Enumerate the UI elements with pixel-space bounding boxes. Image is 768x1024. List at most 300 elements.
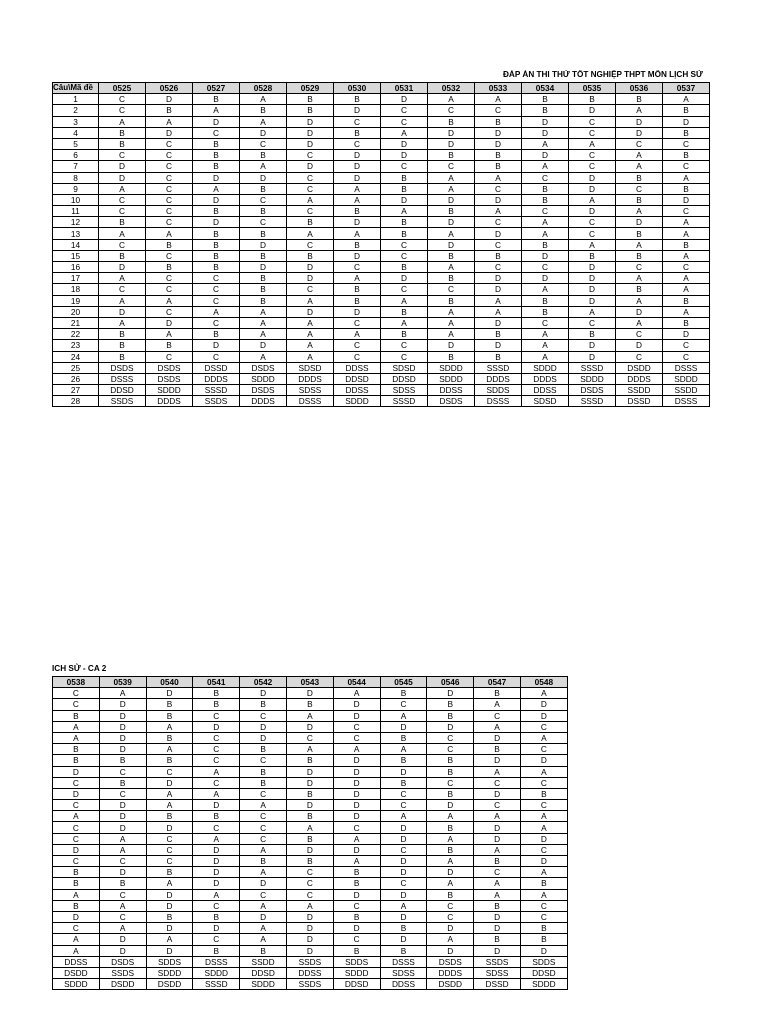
answer-cell: C: [193, 822, 240, 833]
answer-cell: B: [616, 194, 663, 205]
answer-cell: C: [475, 217, 522, 228]
answer-cell: D: [569, 105, 616, 116]
table-row: [53, 710, 568, 721]
answer-cell: D: [240, 878, 287, 889]
answer-cell: C: [146, 161, 193, 172]
answer-cell: A: [520, 766, 567, 777]
answer-cell: D: [286, 800, 333, 811]
answer-cell: DSDD: [99, 979, 146, 990]
table-row: [53, 844, 568, 855]
answer-cell: A: [475, 306, 522, 317]
answer-cell: C: [146, 833, 193, 844]
answer-cell: C: [427, 777, 474, 788]
answer-cell: C: [240, 194, 287, 205]
answer-cell: B: [334, 94, 381, 105]
answer-cell: DDDS: [616, 373, 663, 384]
answer-cell: DSDD: [616, 362, 663, 373]
answer-cell: A: [522, 138, 569, 149]
answer-cell: A: [99, 844, 146, 855]
answer-cell: SSSD: [569, 362, 616, 373]
answer-cell: D: [53, 766, 100, 777]
answer-cell: B: [193, 811, 240, 822]
answer-cell: DSSS: [99, 373, 146, 384]
answer-cell: B: [99, 755, 146, 766]
answer-cell: C: [475, 183, 522, 194]
answer-cell: A: [146, 878, 193, 889]
answer-cell: D: [240, 127, 287, 138]
answer-cell: B: [286, 755, 333, 766]
answer-cell: A: [193, 183, 240, 194]
answer-cell: D: [475, 284, 522, 295]
answer-cell: A: [287, 329, 334, 340]
answer-cell: C: [427, 744, 474, 755]
answer-cell: B: [475, 150, 522, 161]
answer-cell: B: [333, 911, 380, 922]
answer-cell: D: [99, 172, 146, 183]
answer-cell: D: [193, 172, 240, 183]
table-row: [53, 116, 710, 127]
answer-cell: A: [240, 306, 287, 317]
answer-cell: C: [520, 744, 567, 755]
answer-cell: B: [475, 250, 522, 261]
answer-cell: C: [240, 889, 287, 900]
answer-cell: B: [663, 127, 710, 138]
answer-cell: D: [520, 710, 567, 721]
answer-cell: D: [569, 172, 616, 183]
answer-cell: B: [240, 777, 287, 788]
answer-cell: DSDS: [240, 385, 287, 396]
answer-cell: D: [286, 766, 333, 777]
answer-cell: D: [99, 934, 146, 945]
answer-cell: B: [520, 788, 567, 799]
answer-cell: A: [380, 710, 427, 721]
exam-code-header: 0543: [286, 677, 333, 688]
answer-cell: C: [381, 116, 428, 127]
answer-cell: C: [193, 273, 240, 284]
answer-cell: D: [474, 788, 521, 799]
answer-cell: B: [99, 351, 146, 362]
answer-cell: C: [287, 183, 334, 194]
answer-cell: A: [146, 295, 193, 306]
answer-cell: A: [240, 934, 287, 945]
answer-cell: A: [522, 284, 569, 295]
answer-table-part-1: [52, 82, 710, 407]
answer-cell: A: [475, 94, 522, 105]
answer-cell: A: [334, 273, 381, 284]
question-number: 18: [53, 284, 99, 295]
answer-cell: DSDS: [569, 385, 616, 396]
answer-cell: A: [520, 811, 567, 822]
answer-cell: A: [193, 105, 240, 116]
table-row: [53, 172, 710, 183]
answer-cell: C: [99, 788, 146, 799]
answer-cell: C: [193, 732, 240, 743]
answer-cell: D: [475, 228, 522, 239]
answer-cell: A: [380, 811, 427, 822]
answer-cell: B: [663, 183, 710, 194]
answer-cell: A: [193, 788, 240, 799]
answer-cell: A: [475, 172, 522, 183]
table-row: [53, 262, 710, 273]
answer-cell: A: [193, 766, 240, 777]
answer-cell: A: [475, 295, 522, 306]
answer-cell: C: [616, 262, 663, 273]
answer-cell: C: [287, 239, 334, 250]
answer-cell: SDSS: [380, 967, 427, 978]
question-number: 12: [53, 217, 99, 228]
answer-cell: D: [474, 732, 521, 743]
answer-cell: B: [520, 934, 567, 945]
answer-cell: C: [334, 317, 381, 328]
table-row: [53, 956, 568, 967]
question-number: 8: [53, 172, 99, 183]
answer-cell: A: [522, 329, 569, 340]
answer-cell: A: [616, 317, 663, 328]
answer-cell: C: [99, 206, 146, 217]
answer-cell: C: [146, 250, 193, 261]
answer-cell: C: [193, 744, 240, 755]
answer-cell: SDSS: [287, 385, 334, 396]
answer-cell: SDDD: [240, 373, 287, 384]
answer-cell: D: [193, 800, 240, 811]
answer-cell: D: [381, 94, 428, 105]
answer-cell: SDDD: [53, 979, 100, 990]
exam-code-header: 0528: [240, 83, 287, 94]
answer-cell: B: [193, 239, 240, 250]
answer-cell: A: [569, 138, 616, 149]
answer-cell: DSDD: [146, 979, 193, 990]
answer-cell: DDSS: [428, 385, 475, 396]
answer-cell: B: [333, 867, 380, 878]
answer-cell: B: [287, 94, 334, 105]
answer-cell: B: [428, 150, 475, 161]
answer-cell: B: [334, 284, 381, 295]
question-number: 21: [53, 317, 99, 328]
answer-cell: D: [569, 183, 616, 194]
answer-cell: B: [474, 934, 521, 945]
answer-cell: D: [428, 340, 475, 351]
answer-cell: C: [146, 194, 193, 205]
table-row: [53, 766, 568, 777]
answer-cell: D: [99, 710, 146, 721]
answer-cell: A: [146, 228, 193, 239]
answer-cell: B: [427, 755, 474, 766]
answer-cell: A: [146, 116, 193, 127]
answer-cell: D: [53, 788, 100, 799]
answer-cell: C: [522, 262, 569, 273]
exam-code-header: 0530: [334, 83, 381, 94]
answer-cell: A: [474, 889, 521, 900]
answer-cell: D: [569, 295, 616, 306]
table-row: [53, 777, 568, 788]
table-row: [53, 967, 568, 978]
answer-cell: A: [146, 788, 193, 799]
answer-cell: B: [193, 138, 240, 149]
answer-cell: DSDD: [53, 967, 100, 978]
answer-cell: A: [53, 811, 100, 822]
answer-cell: D: [193, 116, 240, 127]
answer-cell: D: [287, 161, 334, 172]
answer-cell: B: [146, 239, 193, 250]
answer-cell: B: [240, 150, 287, 161]
answer-cell: B: [427, 822, 474, 833]
answer-cell: D: [616, 127, 663, 138]
answer-cell: B: [146, 732, 193, 743]
answer-cell: A: [569, 194, 616, 205]
question-number: 14: [53, 239, 99, 250]
answer-cell: C: [240, 811, 287, 822]
answer-cell: B: [240, 699, 287, 710]
table-row: [53, 150, 710, 161]
question-number: 17: [53, 273, 99, 284]
answer-cell: C: [569, 161, 616, 172]
answer-cell: B: [240, 856, 287, 867]
answer-cell: D: [240, 911, 287, 922]
answer-cell: SDDS: [333, 956, 380, 967]
answer-cell: SDDD: [522, 362, 569, 373]
answer-cell: B: [380, 923, 427, 934]
table-row: [53, 317, 710, 328]
answer-cell: B: [520, 878, 567, 889]
table-row: [53, 206, 710, 217]
answer-cell: B: [616, 228, 663, 239]
answer-cell: A: [287, 340, 334, 351]
answer-cell: D: [663, 194, 710, 205]
answer-cell: B: [475, 116, 522, 127]
answer-cell: D: [193, 721, 240, 732]
answer-cell: DDSS: [522, 385, 569, 396]
table-row: [53, 811, 568, 822]
answer-cell: D: [146, 923, 193, 934]
exam-code-header: 0538: [53, 677, 100, 688]
answer-cell: B: [381, 306, 428, 317]
answer-cell: A: [427, 878, 474, 889]
answer-cell: C: [381, 351, 428, 362]
answer-cell: A: [522, 228, 569, 239]
answer-cell: C: [99, 150, 146, 161]
answer-cell: B: [146, 340, 193, 351]
answer-key-title-continued: ICH SỬ - CA 2: [52, 664, 107, 673]
exam-code-header: 0545: [380, 677, 427, 688]
answer-cell: C: [663, 206, 710, 217]
answer-cell: C: [193, 127, 240, 138]
answer-cell: C: [663, 340, 710, 351]
answer-cell: D: [286, 911, 333, 922]
answer-cell: A: [474, 878, 521, 889]
answer-cell: A: [522, 340, 569, 351]
exam-code-header: 0547: [474, 677, 521, 688]
answer-cell: D: [287, 138, 334, 149]
table-row: [53, 127, 710, 138]
answer-cell: A: [522, 217, 569, 228]
answer-cell: B: [53, 900, 100, 911]
answer-cell: DSSS: [193, 956, 240, 967]
answer-cell: SDDD: [520, 979, 567, 990]
answer-cell: C: [380, 788, 427, 799]
table-row: [53, 351, 710, 362]
answer-cell: B: [427, 699, 474, 710]
answer-cell: D: [520, 699, 567, 710]
answer-cell: C: [334, 351, 381, 362]
answer-cell: D: [53, 844, 100, 855]
answer-cell: D: [286, 777, 333, 788]
answer-cell: B: [663, 295, 710, 306]
answer-cell: D: [334, 150, 381, 161]
answer-cell: C: [333, 721, 380, 732]
answer-cell: B: [193, 262, 240, 273]
question-number: 1: [53, 94, 99, 105]
answer-cell: B: [334, 239, 381, 250]
exam-code-header: 0527: [193, 83, 240, 94]
answer-cell: A: [146, 329, 193, 340]
answer-cell: C: [146, 172, 193, 183]
answer-cell: D: [240, 340, 287, 351]
answer-cell: A: [616, 150, 663, 161]
answer-cell: B: [569, 250, 616, 261]
answer-cell: A: [520, 867, 567, 878]
answer-cell: A: [474, 721, 521, 732]
answer-cell: D: [428, 127, 475, 138]
answer-cell: D: [569, 273, 616, 284]
answer-cell: D: [475, 138, 522, 149]
answer-cell: C: [240, 755, 287, 766]
answer-cell: A: [240, 800, 287, 811]
question-number: 11: [53, 206, 99, 217]
answer-cell: D: [146, 688, 193, 699]
answer-cell: A: [287, 351, 334, 362]
answer-cell: A: [663, 284, 710, 295]
answer-cell: C: [333, 732, 380, 743]
table-row: [53, 385, 710, 396]
answer-cell: B: [427, 889, 474, 900]
answer-cell: D: [427, 867, 474, 878]
answer-cell: D: [193, 923, 240, 934]
answer-cell: D: [333, 844, 380, 855]
exam-code-header: 0546: [427, 677, 474, 688]
answer-cell: B: [146, 699, 193, 710]
answer-cell: A: [569, 239, 616, 250]
exam-code-header: 0539: [99, 677, 146, 688]
answer-cell: B: [53, 867, 100, 878]
table-row: [53, 362, 710, 373]
answer-cell: D: [381, 273, 428, 284]
question-number: 19: [53, 295, 99, 306]
answer-cell: C: [381, 161, 428, 172]
answer-cell: C: [53, 856, 100, 867]
answer-cell: B: [616, 172, 663, 183]
answer-cell: C: [286, 889, 333, 900]
answer-cell: D: [99, 800, 146, 811]
answer-cell: DDDS: [287, 373, 334, 384]
answer-cell: A: [380, 900, 427, 911]
answer-cell: B: [522, 105, 569, 116]
answer-cell: D: [287, 116, 334, 127]
table-row: [53, 800, 568, 811]
answer-cell: SDDS: [146, 956, 193, 967]
table-row: [53, 329, 710, 340]
answer-cell: B: [381, 262, 428, 273]
answer-cell: C: [146, 844, 193, 855]
answer-cell: C: [240, 138, 287, 149]
answer-cell: C: [193, 777, 240, 788]
table-header-row: [53, 83, 710, 94]
table-row: [53, 911, 568, 922]
answer-cell: A: [520, 889, 567, 900]
answer-cell: A: [474, 699, 521, 710]
answer-cell: SSDS: [286, 956, 333, 967]
answer-cell: C: [53, 800, 100, 811]
answer-cell: B: [53, 755, 100, 766]
answer-cell: DSDS: [240, 362, 287, 373]
exam-code-header: 0532: [428, 83, 475, 94]
answer-cell: DDSS: [286, 967, 333, 978]
answer-cell: A: [146, 934, 193, 945]
answer-cell: C: [99, 856, 146, 867]
answer-cell: B: [474, 900, 521, 911]
answer-cell: D: [381, 194, 428, 205]
answer-cell: C: [193, 934, 240, 945]
answer-cell: SSDS: [193, 396, 240, 407]
answer-cell: D: [616, 116, 663, 127]
answer-cell: B: [193, 150, 240, 161]
table-row: [53, 183, 710, 194]
answer-cell: SSDD: [663, 385, 710, 396]
answer-cell: A: [663, 273, 710, 284]
answer-cell: C: [381, 340, 428, 351]
answer-cell: SDDS: [475, 385, 522, 396]
exam-code-header: 0542: [240, 677, 287, 688]
answer-cell: B: [146, 867, 193, 878]
answer-cell: D: [520, 755, 567, 766]
answer-cell: D: [99, 822, 146, 833]
answer-cell: A: [616, 161, 663, 172]
question-number: 7: [53, 161, 99, 172]
table-row: [53, 979, 568, 990]
table-row: [53, 194, 710, 205]
answer-cell: D: [427, 800, 474, 811]
answer-cell: A: [240, 161, 287, 172]
answer-cell: C: [474, 800, 521, 811]
answer-cell: C: [286, 732, 333, 743]
exam-code-header: 0541: [193, 677, 240, 688]
answer-cell: B: [240, 295, 287, 306]
answer-cell: C: [380, 800, 427, 811]
answer-cell: D: [333, 788, 380, 799]
answer-cell: B: [287, 105, 334, 116]
answer-cell: D: [193, 878, 240, 889]
answer-cell: D: [474, 945, 521, 956]
answer-cell: C: [146, 217, 193, 228]
table-row: [53, 295, 710, 306]
answer-cell: B: [193, 688, 240, 699]
answer-cell: D: [333, 889, 380, 900]
answer-cell: A: [99, 228, 146, 239]
answer-cell: B: [474, 856, 521, 867]
answer-cell: C: [474, 867, 521, 878]
answer-cell: A: [146, 744, 193, 755]
answer-cell: C: [193, 351, 240, 362]
answer-cell: D: [522, 127, 569, 138]
answer-cell: A: [53, 945, 100, 956]
answer-cell: C: [146, 138, 193, 149]
answer-cell: B: [427, 766, 474, 777]
table-row: [53, 856, 568, 867]
answer-cell: D: [193, 217, 240, 228]
answer-cell: B: [475, 161, 522, 172]
question-number: 24: [53, 351, 99, 362]
answer-cell: SSDS: [99, 396, 146, 407]
question-number: 23: [53, 340, 99, 351]
